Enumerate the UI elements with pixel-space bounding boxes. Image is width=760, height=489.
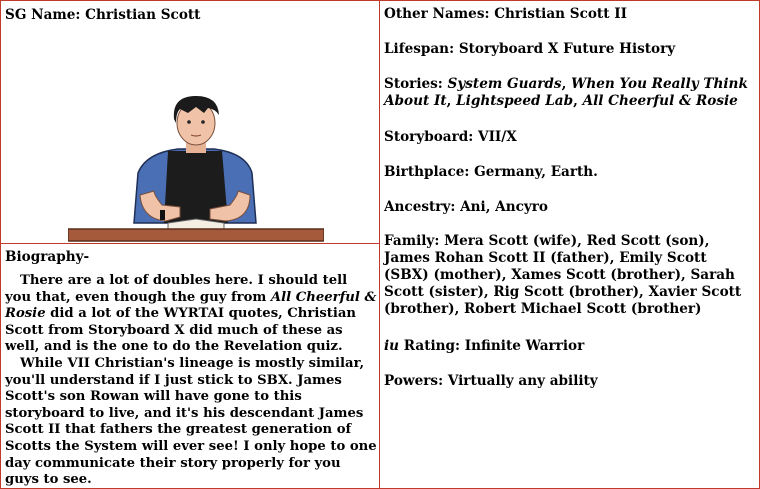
biography-paragraph: There are a lot of doubles here. I should tell you that, even though the guy from All Cheerful & Rosie did a lot of the WYRTAI quotes, Christian Scott from Storyboard X did much of these as well, and is the one to do the Revelation quiz. — [5, 273, 377, 355]
character-portrait — [68, 95, 324, 243]
sg-name: SG Name: Christian Scott — [5, 7, 201, 23]
biography-heading: Biography- — [5, 249, 90, 265]
horizontal-divider — [0, 243, 380, 244]
other-names: Other Names: Christian Scott II — [384, 6, 627, 22]
vertical-divider — [379, 0, 380, 489]
birthplace: Birthplace: Germany, Earth. — [384, 164, 598, 180]
biography-text — [5, 273, 377, 489]
stories: Stories: System Guards, When You Really Think About It, Lightspeed Lab, All Cheerful & Rosie — [384, 76, 748, 109]
storyboard: Storyboard: VII/X — [384, 129, 517, 145]
biography-paragraph: While VII Christian's lineage is mostly similar, you'll understand if I just stick to SBX. James Scott's son Rowan will have gone to this storyboard to live, and it's his descendant James Scott II that fathers the greatest generation of Scotts the System will ever see! I only hope to one day communicate their story properly for you guys to see. — [5, 355, 377, 488]
powers: Powers: Virtually any ability — [384, 373, 598, 389]
family: Family: Mera Scott (wife), Red Scott (son), James Rohan Scott II (father), Emily Scott (SBX) (mother), Xames Scott (brother), Sarah Scott (sister), Rig Scott (brother), Xavier Scott (brother), Robert Michael Scott (brother) — [384, 233, 742, 317]
lifespan: Lifespan: Storyboard X Future History — [384, 41, 676, 57]
iu-rating: iu Rating: Infinite Warrior — [384, 338, 585, 354]
ancestry: Ancestry: Ani, Ancyro — [384, 199, 548, 215]
